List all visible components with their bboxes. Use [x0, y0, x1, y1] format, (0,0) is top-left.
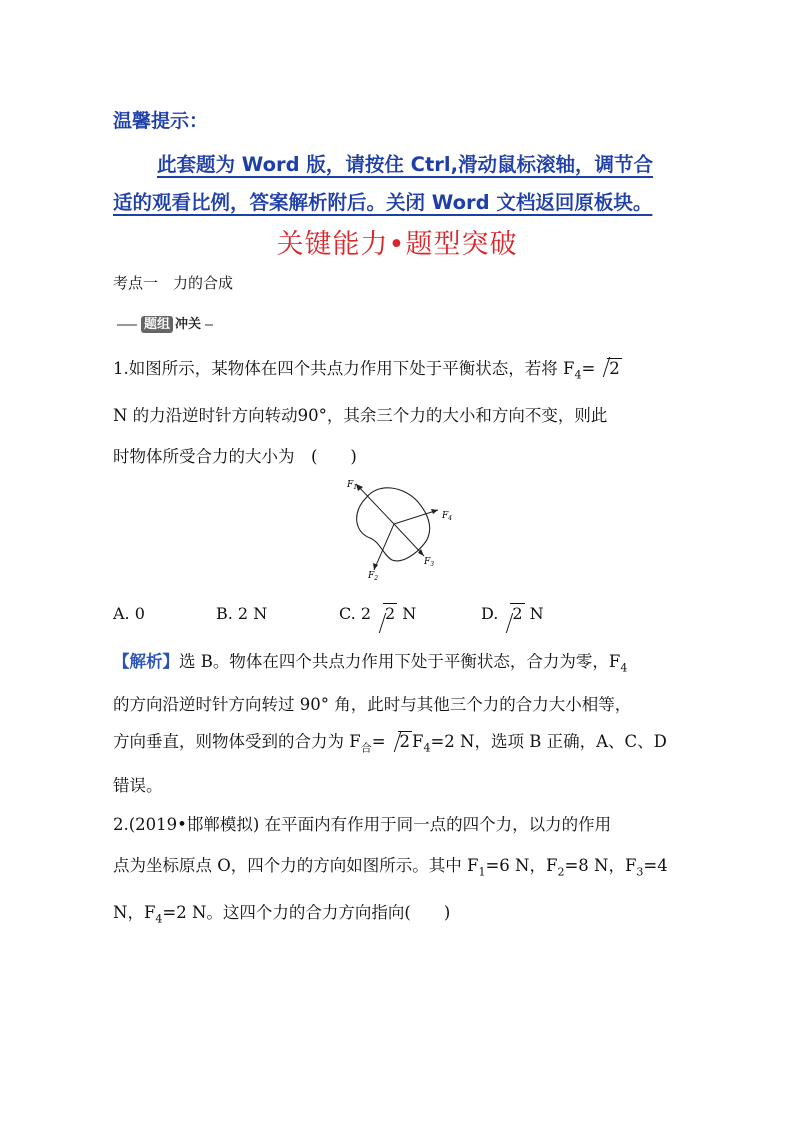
section-title: 关键能力•题型突破: [276, 229, 518, 260]
q1-options: [113, 604, 673, 632]
option-d: D. 2 N: [481, 604, 544, 623]
analysis-block: 【解析】选 B。物体在四个共点力作用下处于平衡状态，合力为零，$F_4$ 的方向沿逆时针方向转过 90° 角，此时与其他三个力的合力大小相等， 方向垂直，则物体受到的合力为 $F_合= 2$ $F_4=2$ N，选项 B 正确，A、C、D 错误。: [113, 643, 693, 804]
analysis-line-4: 错误。: [113, 775, 163, 795]
option-a: A. 0: [113, 604, 145, 623]
label-f1: $F_1$: [347, 480, 358, 491]
label-f2: $F_2$: [368, 571, 379, 582]
q1-line1-eq: =: [581, 359, 596, 378]
sqrt-symbol: [596, 348, 622, 389]
tip-title: 温馨提示：: [113, 110, 209, 132]
force-f4-arrowhead: [431, 509, 438, 514]
option-b: B. 2 N: [216, 604, 268, 623]
analysis-line-3: 方向垂直，则物体受到的合力为 $F_合= 2$ $F_4=2$ N，选项 B 正确，A、C、D: [113, 723, 693, 766]
label-f4: $F_4$: [442, 511, 453, 522]
q2-line2: 点为坐标原点 O，四个力的方向如图所示。其中 $F_1=6$ N，$F_2=8$ N，$F_3=4$: [113, 856, 668, 879]
option-c: C. 2 2 N: [339, 604, 417, 623]
sqrt-symbol: 2: [499, 604, 524, 623]
label-f3: $F_3$: [424, 557, 435, 568]
q1-line3: 时物体所受合力的大小为 ( ): [113, 447, 357, 467]
tip-body: [113, 146, 693, 222]
analysis-tag: 【解析】: [113, 652, 179, 671]
tip-line-2: 适的观看比例，答案解析附后。关闭 Word 文档返回原板块。: [113, 191, 653, 214]
analysis-line-2: 的方向沿逆时针方向转过 90° 角，此时与其他三个力的合力大小相等，: [113, 695, 632, 715]
force-f2-line: [374, 524, 394, 570]
q2-line1: 2.(2019•邯郸模拟) 在平面内有作用于同一点的四个力，以力的作用: [113, 815, 612, 834]
force-diagram: [338, 476, 462, 582]
q1-line1-text: 1.如图所示，某物体在四个共点力作用下处于平衡状态，若将 F: [113, 359, 575, 378]
badge-dash-right: [205, 324, 213, 326]
badge-dash-left: [117, 324, 137, 326]
badge-label-2: 冲关: [175, 317, 202, 332]
force-f4-line: [394, 510, 438, 524]
question-2: [113, 804, 693, 940]
force-f2-arrowhead: [373, 563, 378, 570]
q1-radicand: 2: [609, 359, 620, 378]
badge-label-1: 题组: [141, 316, 173, 333]
question-1: [113, 348, 693, 477]
sqrt-symbol: 2: [387, 723, 413, 760]
q1-line2: N 的力沿逆时针方向转动90°，其余三个力的大小和方向不变，则此: [113, 406, 608, 426]
q2-line3: N，$F_4=2$ N。这四个力的合力方向指向( ): [113, 903, 451, 926]
tip-line-1: 此套题为 Word 版，请按住 Ctrl,滑动鼠标滚轴，调节合: [157, 153, 653, 176]
group-badge: [113, 315, 213, 335]
q1-line1-sub: 4: [574, 368, 582, 382]
point-title: 考点一 力的合成: [113, 274, 234, 292]
sqrt-symbol: 2: [372, 604, 397, 623]
